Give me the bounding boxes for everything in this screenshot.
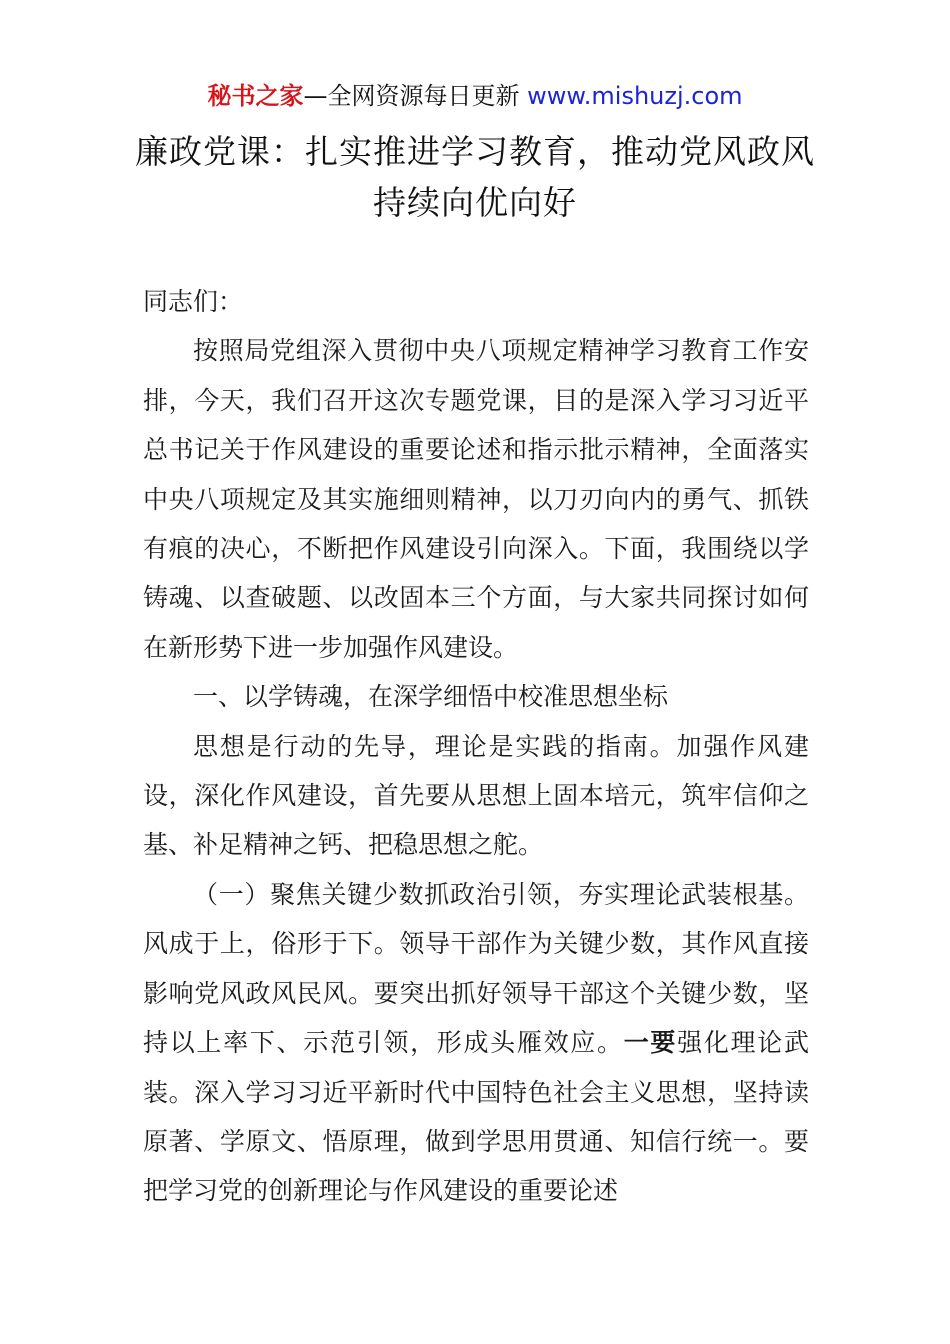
site-tagline: —全网资源每日更新 — [303, 82, 520, 110]
section-1-heading: 一、以学铸魂，在深学细悟中校准思想坐标 — [193, 682, 669, 712]
document-title — [100, 126, 850, 228]
site-brand: 秘书之家 — [207, 82, 304, 110]
site-header — [0, 78, 950, 114]
document-body — [143, 277, 809, 1216]
section-1-paragraph: 思想是行动的先导，理论是实践的指南。加强作风建设，深化作风建设，首先要从思想上固本培元，筑牢信仰之基、补足精神之钙、把稳思想之舵。 — [143, 731, 809, 860]
site-url-link[interactable]: www.mishuzj.com — [527, 82, 743, 110]
salutation: 同志们： — [143, 287, 244, 316]
subsection-1-emphasis: 一要 — [623, 1028, 678, 1058]
title-line-2: 持续向优向好 — [373, 183, 577, 222]
subsection-1-text-a: （一）聚焦关键少数抓政治引领，夯实理论武装根基。风成于上，俗形于下。领导干部作为关键少数，其作风直接影响党风政风民风。要突出抓好领导干部这个关键少数，坚持以上率下、示范引领，形成头雁效应。 — [143, 879, 809, 1058]
title-line-1: 廉政党课：扎实推进学习教育，推动党风政风 — [135, 132, 815, 171]
subsection-1-text-b: 强化理论武装。深入学习习近平新时代中国特色社会主义思想，坚持读原著、学原文、悟原理，做到学思用贯通、知信行统一。要把学习党的创新理论与作风建设的重要论述 — [143, 1028, 809, 1206]
subsection-1-paragraph — [143, 870, 809, 1216]
intro-paragraph: 按照局党组深入贯彻中央八项规定精神学习教育工作安排，今天，我们召开这次专题党课，目的是深入学习习近平总书记关于作风建设的重要论述和指示批示精神，全面落实中央八项规定及其实施细则精神，以刀刃向内的勇气、抓铁有痕的决心，不断把作风建设引向深入。下面，我围绕以学铸魂、以查破题、以改固本三个方面，与大家共同探讨如何在新形势下进一步加强作风建设。 — [143, 336, 809, 662]
